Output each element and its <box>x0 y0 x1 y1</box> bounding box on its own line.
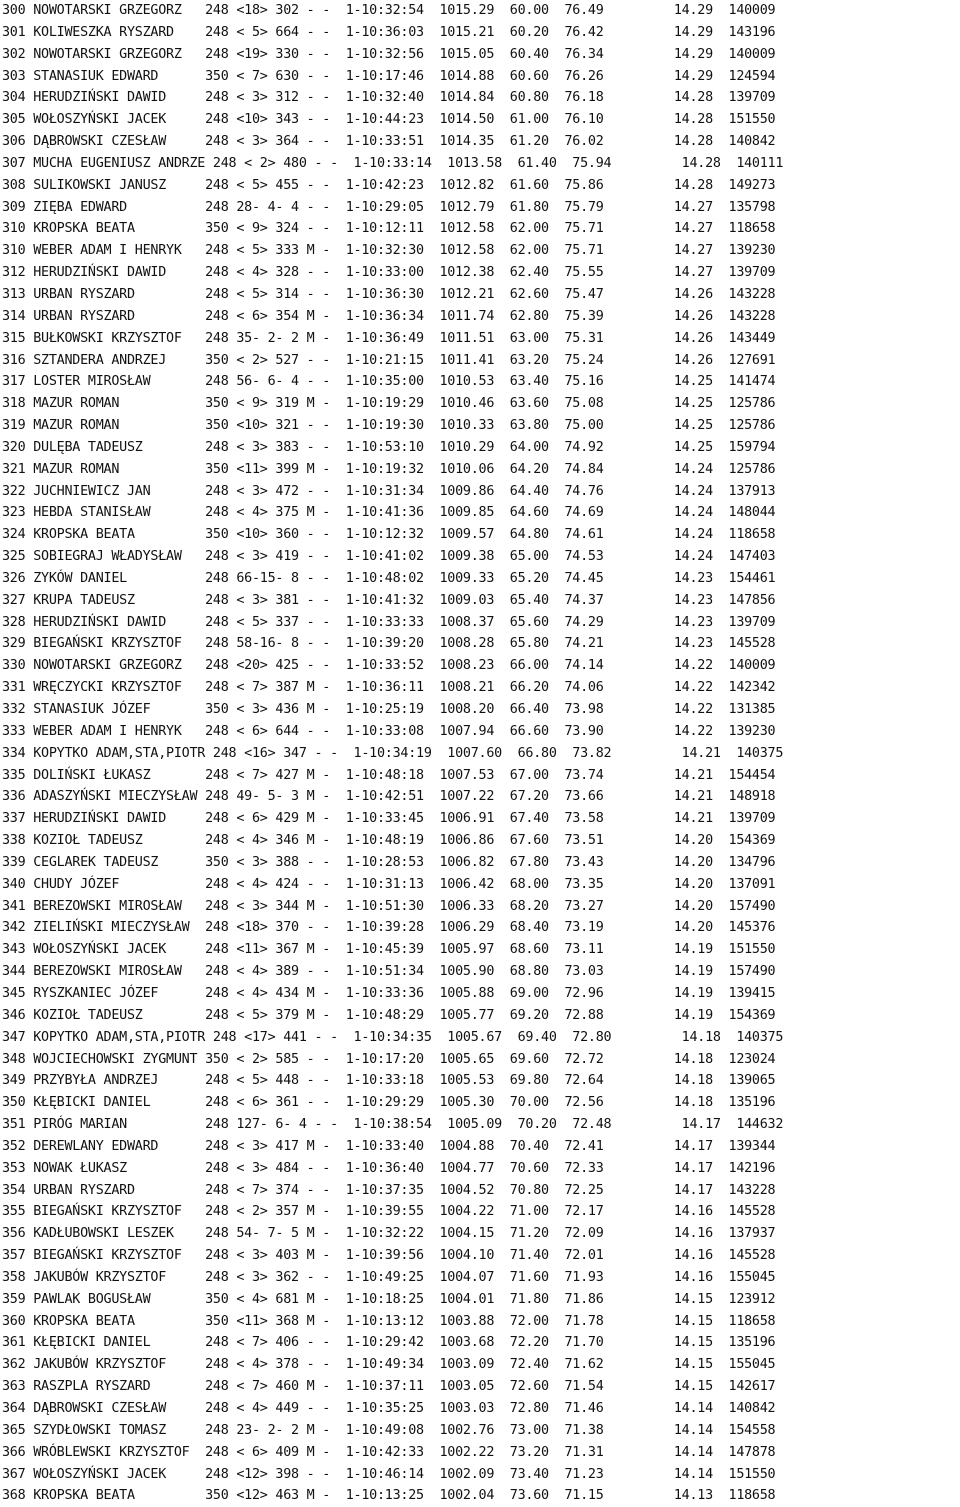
table-row: 363 RASZPLA RYSZARD 248 < 7> 460 M - 1-10:37:11 1003.05 72.60 71.54 14.15 142617 <box>2 1379 776 1395</box>
table-row: 310 KROPSKA BEATA 350 < 9> 324 - - 1-10:12:11 1012.58 62.00 75.71 14.27 118658 <box>2 221 776 237</box>
table-row: 339 CEGLAREK TADEUSZ 350 < 3> 388 - - 1-10:28:53 1006.82 67.80 73.43 14.20 134796 <box>2 854 776 870</box>
table-row: 317 LOSTER MIROSŁAW 248 56- 6- 4 - - 1-10:35:00 1010.53 63.40 75.16 14.25 141474 <box>2 374 776 390</box>
table-row: 334 KOPYTKO ADAM,STA,PIOTR 248 <16> 347 - - 1-10:34:19 1007.60 66.80 73.82 14.21 140375 <box>2 745 784 761</box>
table-row: 315 BUŁKOWSKI KRZYSZTOF 248 35- 2- 2 M - 1-10:36:49 1011.51 63.00 75.31 14.26 143449 <box>2 330 776 346</box>
table-row: 366 WRÓBLEWSKI KRZYSZTOF 248 < 6> 409 M - 1-10:42:33 1002.22 73.20 71.31 14.14 147878 <box>2 1444 776 1460</box>
table-row: 365 SZYDŁOWSKI TOMASZ 248 23- 2- 2 M - 1-10:49:08 1002.76 73.00 71.38 14.14 154558 <box>2 1422 776 1438</box>
table-row: 313 URBAN RYSZARD 248 < 5> 314 - - 1-10:36:30 1012.21 62.60 75.47 14.26 143228 <box>2 286 776 302</box>
table-row: 303 STANASIUK EDWARD 350 < 7> 630 - - 1-10:17:46 1014.88 60.60 76.26 14.29 124594 <box>2 68 776 84</box>
table-row: 342 ZIELIŃSKI MIECZYSŁAW 248 <18> 370 - - 1-10:39:28 1006.29 68.40 73.19 14.20 145376 <box>2 920 776 936</box>
table-row: 327 KRUPA TADEUSZ 248 < 3> 381 - - 1-10:41:32 1009.03 65.40 74.37 14.23 147856 <box>2 592 776 608</box>
table-row: 356 KADŁUBOWSKI LESZEK 248 54- 7- 5 M - 1-10:32:22 1004.15 71.20 72.09 14.16 137937 <box>2 1226 776 1242</box>
table-row: 362 JAKUBÓW KRZYSZTOF 248 < 4> 378 - - 1-10:49:34 1003.09 72.40 71.62 14.15 155045 <box>2 1357 776 1373</box>
table-row: 335 DOLIŃSKI ŁUKASZ 248 < 7> 427 M - 1-10:48:18 1007.53 67.00 73.74 14.21 154454 <box>2 767 776 783</box>
table-row: 343 WOŁOSZYŃSKI JACEK 248 <11> 367 M - 1-10:45:39 1005.97 68.60 73.11 14.19 151550 <box>2 942 776 958</box>
table-row: 358 JAKUBÓW KRZYSZTOF 248 < 3> 362 - - 1-10:49:25 1004.07 71.60 71.93 14.16 155045 <box>2 1269 776 1285</box>
table-row: 312 HERUDZIŃSKI DAWID 248 < 4> 328 - - 1-10:33:00 1012.38 62.40 75.55 14.27 139709 <box>2 265 776 281</box>
table-row: 354 URBAN RYSZARD 248 < 7> 374 - - 1-10:37:35 1004.52 70.80 72.25 14.17 143228 <box>2 1182 776 1198</box>
table-row: 352 DEREWLANY EDWARD 248 < 3> 417 M - 1-10:33:40 1004.88 70.40 72.41 14.17 139344 <box>2 1138 776 1154</box>
table-row: 345 RYSZKANIEC JÓZEF 248 < 4> 434 M - 1-10:33:36 1005.88 69.00 72.96 14.19 139415 <box>2 985 776 1001</box>
table-row: 344 BEREZOWSKI MIROSŁAW 248 < 4> 389 - - 1-10:51:34 1005.90 68.80 73.03 14.19 157490 <box>2 964 776 980</box>
table-row: 347 KOPYTKO ADAM,STA,PIOTR 248 <17> 441 - - 1-10:34:35 1005.67 69.40 72.80 14.18 140375 <box>2 1029 784 1045</box>
table-row: 302 NOWOTARSKI GRZEGORZ 248 <19> 330 - - 1-10:32:56 1015.05 60.40 76.34 14.29 140009 <box>2 46 776 62</box>
table-row: 340 CHUDY JÓZEF 248 < 4> 424 - - 1-10:31:13 1006.42 68.00 73.35 14.20 137091 <box>2 876 776 892</box>
table-row: 331 WRĘCZYCKI KRZYSZTOF 248 < 7> 387 M - 1-10:36:11 1008.21 66.20 74.06 14.22 142342 <box>2 680 776 696</box>
table-row: 341 BEREZOWSKI MIROSŁAW 248 < 3> 344 M - 1-10:51:30 1006.33 68.20 73.27 14.20 157490 <box>2 898 776 914</box>
table-row: 300 NOWOTARSKI GRZEGORZ 248 <18> 302 - - 1-10:32:54 1015.29 60.00 76.49 14.29 140009 <box>2 3 776 18</box>
table-row: 360 KROPSKA BEATA 350 <11> 368 M - 1-10:13:12 1003.88 72.00 71.78 14.15 118658 <box>2 1313 776 1329</box>
table-row: 316 SZTANDERA ANDRZEJ 350 < 2> 527 - - 1-10:21:15 1011.41 63.20 75.24 14.26 127691 <box>2 352 776 368</box>
table-row: 326 ZYKÓW DANIEL 248 66-15- 8 - - 1-10:48:02 1009.33 65.20 74.45 14.23 154461 <box>2 570 776 586</box>
table-row: 359 PAWLAK BOGUSŁAW 350 < 4> 681 M - 1-10:18:25 1004.01 71.80 71.86 14.15 123912 <box>2 1291 776 1307</box>
table-row: 330 NOWOTARSKI GRZEGORZ 248 <20> 425 - - 1-10:33:52 1008.23 66.00 74.14 14.22 140009 <box>2 658 776 674</box>
table-row: 323 HEBDA STANISŁAW 248 < 4> 375 M - 1-10:41:36 1009.85 64.60 74.69 14.24 148044 <box>2 505 776 521</box>
table-row: 319 MAZUR ROMAN 350 <10> 321 - - 1-10:19:30 1010.33 63.80 75.00 14.25 125786 <box>2 418 776 434</box>
table-row: 346 KOZIOŁ TADEUSZ 248 < 5> 379 M - 1-10:48:29 1005.77 69.20 72.88 14.19 154369 <box>2 1007 776 1023</box>
table-row: 328 HERUDZIŃSKI DAWID 248 < 5> 337 - - 1-10:33:33 1008.37 65.60 74.29 14.23 139709 <box>2 614 776 630</box>
results-table <box>2 0 960 1507</box>
table-row: 310 WEBER ADAM I HENRYK 248 < 5> 333 M - 1-10:32:30 1012.58 62.00 75.71 14.27 139230 <box>2 243 776 259</box>
table-row: 318 MAZUR ROMAN 350 < 9> 319 M - 1-10:19:29 1010.46 63.60 75.08 14.25 125786 <box>2 396 776 412</box>
table-row: 338 KOZIOŁ TADEUSZ 248 < 4> 346 M - 1-10:48:19 1006.86 67.60 73.51 14.20 154369 <box>2 833 776 849</box>
table-row: 364 DĄBROWSKI CZESŁAW 248 < 4> 449 - - 1-10:35:25 1003.03 72.80 71.46 14.14 140842 <box>2 1401 776 1416</box>
table-row: 325 SOBIEGRAJ WŁADYSŁAW 248 < 3> 419 - - 1-10:41:02 1009.38 65.00 74.53 14.24 147403 <box>2 549 776 565</box>
table-row: 309 ZIĘBA EDWARD 248 28- 4- 4 - - 1-10:29:05 1012.79 61.80 75.79 14.27 135798 <box>2 199 776 215</box>
table-row: 306 DĄBROWSKI CZESŁAW 248 < 3> 364 - - 1-10:33:51 1014.35 61.20 76.02 14.28 140842 <box>2 134 776 150</box>
table-row: 336 ADASZYŃSKI MIECZYSŁAW 248 49- 5- 3 M - 1-10:42:51 1007.22 67.20 73.66 14.21 148918 <box>2 789 776 805</box>
table-row: 329 BIEGAŃSKI KRZYSZTOF 248 58-16- 8 - - 1-10:39:20 1008.28 65.80 74.21 14.23 145528 <box>2 636 776 652</box>
table-row: 301 KOLIWESZKA RYSZARD 248 < 5> 664 - - 1-10:36:03 1015.21 60.20 76.42 14.29 143196 <box>2 24 776 40</box>
table-row: 361 KŁĘBICKI DANIEL 248 < 7> 406 - - 1-10:29:42 1003.68 72.20 71.70 14.15 135196 <box>2 1335 776 1351</box>
table-row: 353 NOWAK ŁUKASZ 248 < 3> 484 - - 1-10:36:40 1004.77 70.60 72.33 14.17 142196 <box>2 1160 776 1176</box>
table-row: 368 KROPSKA BEATA 350 <12> 463 M - 1-10:13:25 1002.04 73.60 71.15 14.13 118658 <box>2 1488 776 1504</box>
table-row: 307 MUCHA EUGENIUSZ ANDRZE 248 < 2> 480 - - 1-10:33:14 1013.58 61.40 75.94 14.28 140111 <box>2 155 784 171</box>
table-row: 321 MAZUR ROMAN 350 <11> 399 M - 1-10:19:32 1010.06 64.20 74.84 14.24 125786 <box>2 461 776 477</box>
table-row: 351 PIRÓG MARIAN 248 127- 6- 4 - - 1-10:38:54 1005.09 70.20 72.48 14.17 144632 <box>2 1117 784 1133</box>
table-row: 305 WOŁOSZYŃSKI JACEK 248 <10> 343 - - 1-10:44:23 1014.50 61.00 76.10 14.28 151550 <box>2 112 776 128</box>
table-row: 357 BIEGAŃSKI KRZYSZTOF 248 < 3> 403 M - 1-10:39:56 1004.10 71.40 72.01 14.16 145528 <box>2 1248 776 1264</box>
table-row: 367 WOŁOSZYŃSKI JACEK 248 <12> 398 - - 1-10:46:14 1002.09 73.40 71.23 14.14 151550 <box>2 1466 776 1482</box>
table-row: 355 BIEGAŃSKI KRZYSZTOF 248 < 2> 357 M - 1-10:39:55 1004.22 71.00 72.17 14.16 145528 <box>2 1204 776 1220</box>
table-row: 308 SULIKOWSKI JANUSZ 248 < 5> 455 - - 1-10:42:23 1012.82 61.60 75.86 14.28 149273 <box>2 177 776 193</box>
table-row: 350 KŁĘBICKI DANIEL 248 < 6> 361 - - 1-10:29:29 1005.30 70.00 72.56 14.18 135196 <box>2 1095 776 1111</box>
table-row: 314 URBAN RYSZARD 248 < 6> 354 M - 1-10:36:34 1011.74 62.80 75.39 14.26 143228 <box>2 308 776 324</box>
table-row: 320 DULĘBA TADEUSZ 248 < 3> 383 - - 1-10:53:10 1010.29 64.00 74.92 14.25 159794 <box>2 439 776 455</box>
table-row: 332 STANASIUK JÓZEF 350 < 3> 436 M - 1-10:25:19 1008.20 66.40 73.98 14.22 131385 <box>2 702 776 717</box>
table-row: 324 KROPSKA BEATA 350 <10> 360 - - 1-10:12:32 1009.57 64.80 74.61 14.24 118658 <box>2 527 776 543</box>
table-row: 348 WOJCIECHOWSKI ZYGMUNT 350 < 2> 585 - - 1-10:17:20 1005.65 69.60 72.72 14.18 123024 <box>2 1051 776 1067</box>
table-row: 322 JUCHNIEWICZ JAN 248 < 3> 472 - - 1-10:31:34 1009.86 64.40 74.76 14.24 137913 <box>2 483 776 499</box>
table-row: 337 HERUDZIŃSKI DAWID 248 < 6> 429 M - 1-10:33:45 1006.91 67.40 73.58 14.21 139709 <box>2 811 776 827</box>
table-row: 349 PRZYBYŁA ANDRZEJ 248 < 5> 448 - - 1-10:33:18 1005.53 69.80 72.64 14.18 139065 <box>2 1073 776 1089</box>
table-row: 304 HERUDZIŃSKI DAWID 248 < 3> 312 - - 1-10:32:40 1014.84 60.80 76.18 14.28 139709 <box>2 90 776 106</box>
table-row: 333 WEBER ADAM I HENRYK 248 < 6> 644 - - 1-10:33:08 1007.94 66.60 73.90 14.22 139230 <box>2 723 776 739</box>
